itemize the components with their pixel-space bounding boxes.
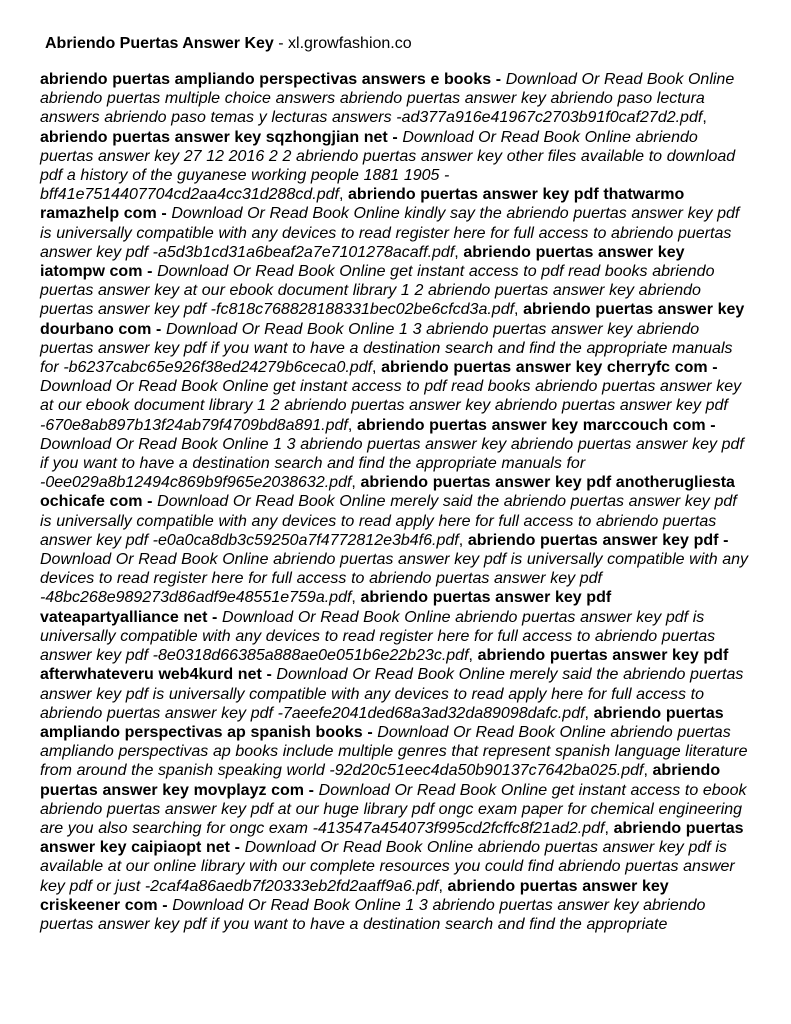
book-entry-title: abriendo puertas answer key marccouch com - xyxy=(356,416,716,434)
book-entry xyxy=(40,71,734,126)
entry-delimiter: , xyxy=(514,301,524,319)
book-entry-description: Download Or Read Book Online merely said the abriendo puertas answer key pdf is universally compatible with any devices to read apply here for full access to abriendo puertas answer key pdf -e0a0ca8db3c59250a7f4772812e3b4f6.pdf xyxy=(40,493,737,549)
book-entry-description: Download Or Read Book Online get instant access to pdf read books abriendo puertas answer key at our ebook document library 1 2 abriendo puertas answer key abriendo puertas answer key pdf -670e8ab897b13f24ab79f4709bd8a891.pdf xyxy=(40,378,742,434)
entry-delimiter: , xyxy=(458,531,468,549)
entry-delimiter: , xyxy=(702,109,707,127)
book-entry-title: abriendo puertas ampliando perspectivas answers e books - xyxy=(40,71,506,88)
page-title-site: - xl.growfashion.co xyxy=(273,35,412,52)
book-entry-description: Download Or Read Book Online kindly say the abriendo puertas answer key pdf is universally compatible with any devices to read register here for full access to abriendo puertas answer key pdf -a5d3b1cd31a6beaf2a7e7101278acaff.pdf xyxy=(40,205,740,261)
book-entry-title: abriendo puertas answer key movplayz com - xyxy=(40,762,721,799)
book-entry-title: abriendo puertas answer key iatompw com - xyxy=(40,243,685,281)
book-entry-title: abriendo puertas ampliando perspectivas ap spanish books - xyxy=(40,704,724,741)
book-entry-description: Download Or Read Book Online 1 3 abriendo puertas answer key abriendo puertas answer key pdf if you want to have a destination search and find the appropriate manuals for -b6237cabc65e926f38ed24279b6ceca0.pdf xyxy=(40,320,733,377)
book-entry-title: abriendo puertas answer key criskeener com - xyxy=(40,877,669,914)
entry-delimiter: , xyxy=(372,359,382,377)
book-entry-title: abriendo puertas answer key pdf anotherugliesta ochicafe com - xyxy=(40,474,735,511)
book-entry-description: Download Or Read Book Online abriendo puertas answer key pdf is universally compatible with any devices to read register here for full access to abriendo puertas answer key pdf -48bc268e989273d86adf9e48551e759a.pdf xyxy=(40,551,749,607)
entry-delimiter: , xyxy=(454,243,464,261)
entry-delimiter: , xyxy=(338,186,349,204)
body-paragraph xyxy=(40,70,751,934)
page-title-main: Abriendo Puertas Answer Key xyxy=(45,35,274,52)
page-title xyxy=(45,34,752,53)
book-entry-description: Download Or Read Book Online merely said the abriendo puertas answer key pdf is universally compatible with any devices to read apply here for full access to abriendo puertas answer key pdf -7aeefe2041ded68a3ad32da89098dafc.pdf xyxy=(40,666,744,722)
book-entry-description: Download Or Read Book Online 1 3 abriendo puertas answer key abriendo puertas answer key pdf if you want to have a destination search and find the appropriate xyxy=(40,896,706,933)
book-entry-description: Download Or Read Book Online abriendo puertas answer key 27 12 2016 2 2 abriendo puertas answer key other files available to download pdf a history of the guyanese working people 1881 1905 -bff41e7514407704cd2aa4cc31d288cd.pdf xyxy=(40,128,736,204)
book-entry-description: Download Or Read Book Online 1 3 abriendo puertas answer key abriendo puertas answer key pdf if you want to have a destination search and find the appropriate manuals for -0ee029a8b12494c869b9f965e2038632.pdf xyxy=(40,435,744,492)
book-entry-title: abriendo puertas answer key cherryfc com - xyxy=(381,359,718,377)
book-entry-title: abriendo puertas answer key pdf vateapartyalliance net - xyxy=(40,589,612,626)
book-entry-description: Download Or Read Book Online get instant access to ebook abriendo puertas answer key pdf at our huge library pdf ongc exam paper for chemical engineering are you also searching for ongc exam -413547a454073f995cd2fcffc8f21ad2.pdf xyxy=(40,781,747,837)
book-entry-title: abriendo puertas answer key pdf afterwhateveru web4kurd net - xyxy=(40,647,729,684)
book-entry-description: Download Or Read Book Online abriendo puertas ampliando perspectivas ap books include multiple genres that represent spanish language literature from around the spanish speaking world -92d20c51eec4da50b90137c7642ba025.pdf xyxy=(40,723,748,780)
entry-delimiter: , xyxy=(468,647,478,665)
entry-delimiter: , xyxy=(604,819,614,837)
book-entry-title: abriendo puertas answer key dourbano com - xyxy=(40,301,745,338)
book-entry-description: Download Or Read Book Online get instant access to pdf read books abriendo puertas answer key at our ebook document library 1 2 abriendo puertas answer key abriendo puertas answer key pdf -fc818c768828188331bec02be6cfcd3a.pdf xyxy=(40,263,715,319)
entry-delimiter: , xyxy=(438,877,448,895)
book-entry-description: Download Or Read Book Online abriendo puertas multiple choice answers abriendo puertas answer key abriendo paso lectura answers abriendo paso temas y lecturas answers -ad377a916e41967c2703b91f0caf27d2.pdf xyxy=(40,71,735,127)
book-entry-title: abriendo puertas answer key sqzhongjian net - xyxy=(40,128,403,146)
entry-delimiter: , xyxy=(643,762,653,780)
book-entry-description: Download Or Read Book Online abriendo puertas answer key pdf is available at our online library with our complete resources you could find abriendo puertas answer key pdf or just -2caf4a86aedb7f20333eb2fd2aaff9a6.pdf xyxy=(40,839,735,895)
entry-delimiter: , xyxy=(347,416,357,434)
entry-delimiter: , xyxy=(584,704,594,722)
entry-delimiter: , xyxy=(351,589,361,607)
entry-delimiter: , xyxy=(351,474,361,492)
book-entry-description: Download Or Read Book Online abriendo puertas answer key pdf is universally compatible with any devices to read register here for full access to abriendo puertas answer key pdf -8e0318d66385a888ae0e051b6e22b23c.pdf xyxy=(40,608,716,665)
book-entry-title: abriendo puertas answer key pdf thatwarmo ramazhelp com - xyxy=(40,186,685,223)
book-entry-title: abriendo puertas answer key pdf - xyxy=(467,531,729,549)
book-entry-title: abriendo puertas answer key caipiaopt net - xyxy=(40,819,744,857)
